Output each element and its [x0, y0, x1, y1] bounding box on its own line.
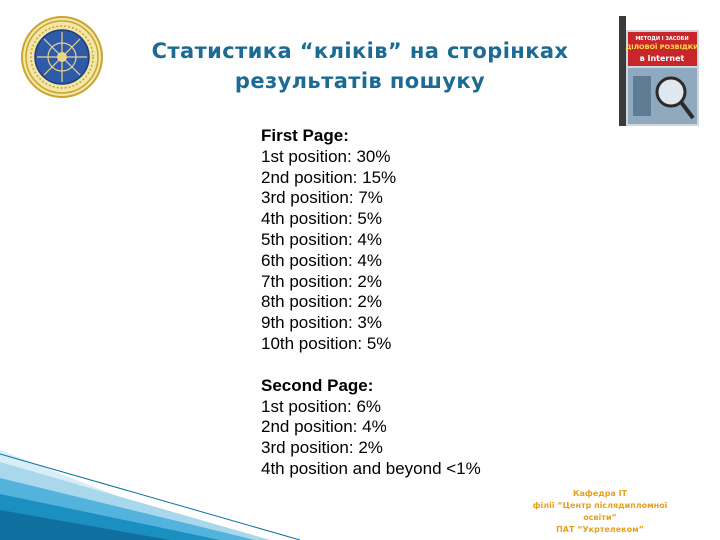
book-cover-image [619, 16, 699, 126]
footer-line3: освіти” [583, 513, 617, 522]
first-page-item: 3rd position: 7% [261, 188, 383, 208]
second-page-heading: Second Page: [261, 375, 374, 395]
first-page-item: 5th position: 4% [261, 229, 382, 249]
first-page-item: 7th position: 2% [261, 271, 382, 291]
first-page-heading: First Page: [261, 126, 349, 145]
book-title-line2: ДІЛОВОЇ РОЗВІДКИ [625, 43, 699, 51]
first-page-item: 2nd position: 15% [261, 167, 397, 187]
first-page-item: 4th position: 5% [261, 209, 382, 229]
second-page-item: 2nd position: 4% [261, 417, 387, 437]
magnifier-icon [657, 78, 685, 106]
first-page-item: 1st position: 30% [261, 146, 391, 166]
footer-line4: ПАТ “Укртелеком” [556, 525, 644, 534]
first-page-item: 10th position: 5% [261, 333, 392, 353]
slide-title-line2: результатів пошуку [234, 69, 486, 93]
slide-title-line1: Статистика “кліків” на сторінках [151, 39, 569, 63]
click-statistics-block [261, 126, 481, 480]
second-page-item: 3rd position: 2% [261, 438, 383, 458]
book-title-line3: в Internet [639, 54, 685, 63]
department-footer [500, 488, 700, 536]
second-page-item: 1st position: 6% [261, 396, 382, 416]
footer-line2: філії “Центр післядипломної [532, 501, 668, 510]
slide-title [100, 36, 620, 96]
section-spacer [261, 355, 481, 376]
first-page-item: 8th position: 2% [261, 292, 382, 312]
footer-line1: Кафедра ІТ [572, 489, 628, 498]
book-title-line1: МЕТОДИ І ЗАСОБИ [635, 36, 689, 42]
first-page-item: 6th position: 4% [261, 250, 382, 270]
second-page-item: 4th position and beyond <1% [261, 458, 481, 478]
university-seal-logo [20, 15, 104, 99]
first-page-item: 9th position: 3% [261, 313, 382, 333]
